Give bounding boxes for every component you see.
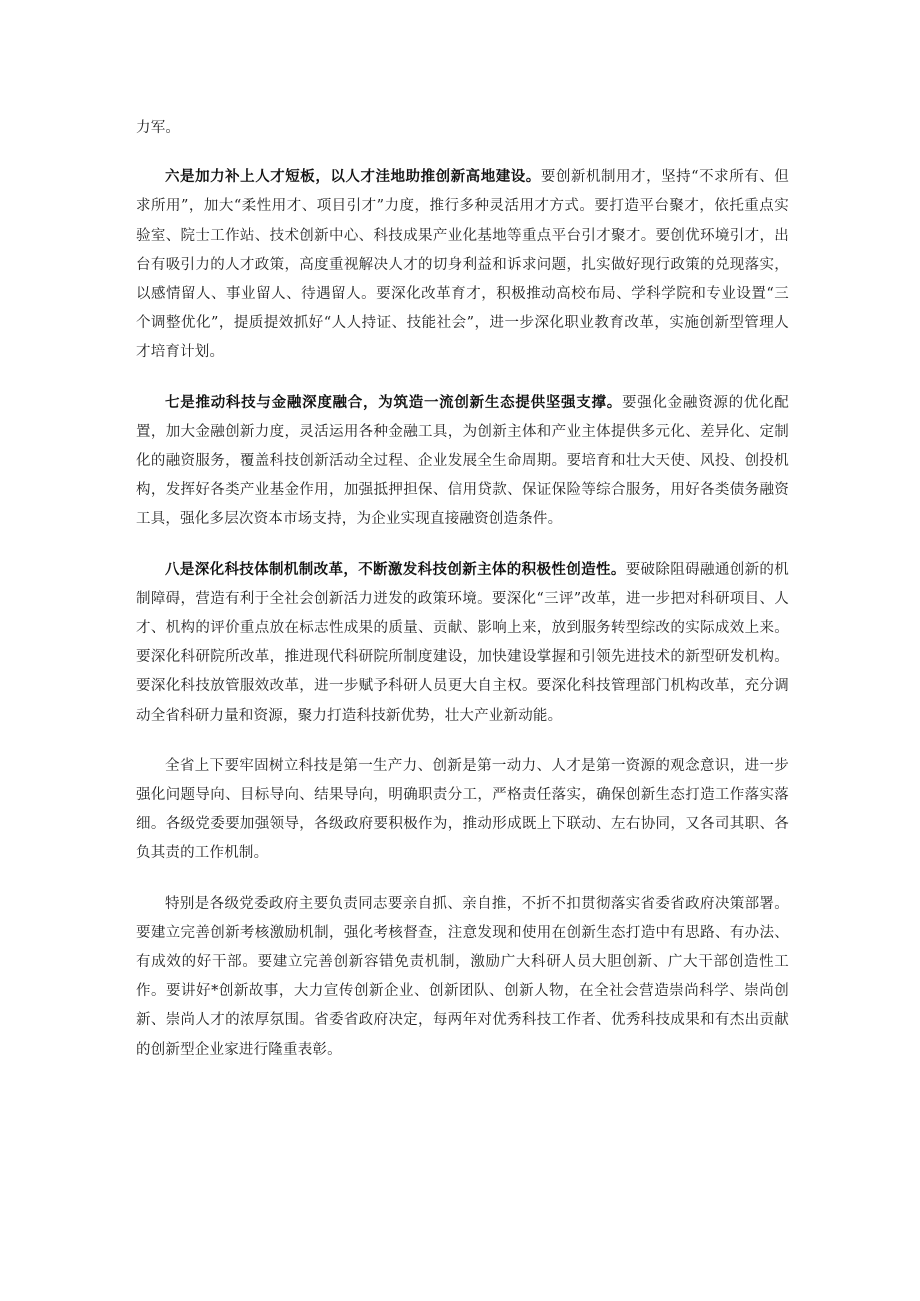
paragraph-heading: 六是加力补上人才短板，以人才洼地助推创新高地建设。 <box>165 169 541 186</box>
paragraph-body: 要破除阻碍融通创新的机制障碍，营造有利于全社会创新活力迸发的政策环境。要深化“三评”改革，进一步把对科研项目、人才、机构的评价重点放在标志性成果的质量、贡献、影响上来，放到服务转型综改的实际成效上来。要深化科研院所改革，推进现代科研院所制度建设，加快建设掌握和引领先进技术的新型研发机构。要深化科技放管服效改革，进一步赋予科研人员更大自主权。要深化科技管理部门机构改革，充分调动全省科研力量和资源，聚力打造科技新优势，壮大产业新动能。 <box>136 561 789 724</box>
paragraph-heading: 七是推动科技与金融深度融合，为筑造一流创新生态提供坚强支撑。 <box>165 394 622 411</box>
paragraph-body: 特别是各级党委政府主要负责同志要亲自抓、亲自推，不折不扣贯彻落实省委省政府决策部署。要建立完善创新考核激励机制，强化考核督查，注意发现和使用在创新生态打造中有思路、有办法、有成效的好干部。要建立完善创新容错免责机制，激励广大科研人员大胆创新、广大干部创造性工作。要讲好*创新故事，大力宣传创新企业、创新团队、创新人物，在全社会营造崇尚科学、崇尚创新、崇尚人才的浓厚氛围。省委省政府决定，每两年对优秀科技工作者、优秀科技成果和有杰出贡献的创新型企业家进行隆重表彰。 <box>136 895 789 1058</box>
paragraph-heading: 八是深化科技体制机制改革，不断激发科技创新主体的积极性创造性。 <box>165 561 626 578</box>
paragraph-body: 全省上下要牢固树立科技是第一生产力、创新是第一动力、人才是第一资源的观念意识，进一步强化问题导向、目标导向、结果导向，明确职责分工，严格责任落实，确保创新生态打造工作落实落细。各级党委要加强领导，各级政府要积极作为，推动形成既上下联动、左右协同，又各司其职、各负其责的工作机制。 <box>136 757 789 862</box>
paragraph-talent <box>136 163 789 367</box>
paragraph-continuation <box>136 114 789 143</box>
paragraph-province <box>136 752 789 869</box>
paragraph-reform <box>136 556 789 731</box>
paragraph-body: 要强化金融资源的优化配置，加大金融创新力度，灵活运用各种金融工具，为创新主体和产业主体提供多元化、差异化、定制化的融资服务，覆盖科技创新活动全过程、企业发展全生命周期。要培育和壮大天使、风投、创投机构，发挥好各类产业基金作用，加强抵押担保、信用贷款、保证保险等综合服务，用好各类债务融资工具，强化多层次资本市场支持，为企业实现直接融资创造条件。 <box>136 394 790 528</box>
document-page <box>136 114 789 1086</box>
paragraph-body: 力军。 <box>136 120 181 136</box>
paragraph-leadership <box>136 890 789 1065</box>
paragraph-finance <box>136 389 789 535</box>
paragraph-body: 要创新机制用才，坚持“不求所有、但求所用”，加大“柔性用才、项目引才”力度，推行多种灵活用才方式。要打造平台聚才，依托重点实验室、院士工作站、技术创新中心、科技成果产业化基地等重点平台引才聚才。要创优环境引才，出台有吸引力的人才政策，高度重视解决人才的切身利益和诉求问题，扎实做好现行政策的兑现落实，以感情留人、事业留人、待遇留人。要深化改革育才，积极推动高校布局、学科学院和专业设置“三个调整优化”，提质提效抓好“人人持证、技能社会”，进一步深化职业教育改革，实施创新型管理人才培育计划。 <box>136 169 789 361</box>
